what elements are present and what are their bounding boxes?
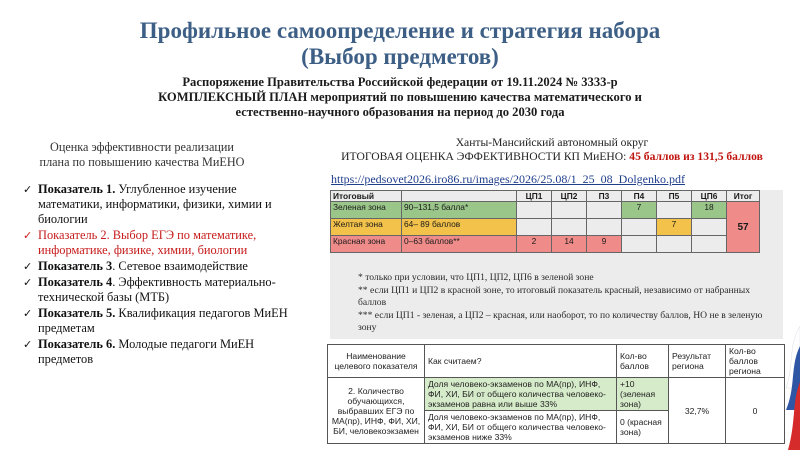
indicator-item xyxy=(22,306,294,336)
flag-ribbon-icon xyxy=(780,326,800,450)
zone-table xyxy=(330,190,760,253)
indicator-list xyxy=(22,182,294,368)
page-subtitle xyxy=(0,75,800,120)
zone-name: Желтая зона xyxy=(331,219,402,236)
header-cell: Как считаем? xyxy=(425,345,617,378)
indicator-text: Молодые педагоги МиЕН предметов xyxy=(38,337,255,366)
header-cell: Кол-во баллов xyxy=(617,345,669,378)
indicator-text: . Сетевое взаимодействие xyxy=(112,259,248,273)
note: * только при условии, что ЦП1, ЦП2, ЦП6 в зеленой зоне xyxy=(358,272,594,283)
checkmark-icon: ✓ xyxy=(23,260,33,273)
header-cell: Результат региона xyxy=(669,345,726,378)
header-cell: Наименование целевого показателя xyxy=(328,345,425,378)
table-row xyxy=(331,236,760,253)
header-cell: П5 xyxy=(657,191,692,202)
header-cell: ЦП1 xyxy=(517,191,552,202)
score-cell xyxy=(657,202,692,219)
indicator-item xyxy=(22,182,294,227)
header-cell: Кол-во баллов региона xyxy=(726,345,785,378)
final-score-label: ИТОГОВАЯ ОЦЕНКА ЭФФЕКТИВНОСТИ КП МиЕНО: xyxy=(341,150,627,163)
region-points: 0 xyxy=(726,378,785,444)
checkmark-icon: ✓ xyxy=(23,307,33,320)
checkmark-icon: ✓ xyxy=(23,183,33,196)
indicator-calc-table xyxy=(327,344,785,444)
points-cell: +10 (зеленая зона) xyxy=(617,378,669,411)
table-header-row xyxy=(328,345,785,378)
points-cell: 0 (красная зона) xyxy=(617,411,669,444)
note: *** если ЦП1 - зеленая, а ЦП2 – красная, или наоборот, то по количеству баллов, НО не в зеленую зону xyxy=(358,309,763,334)
method-cell: Доля человеко-экзаменов по МА(пр), ИНФ, ФИ, ХИ, БИ от общего количества человеко-экзаменов ниже 33% xyxy=(425,411,617,444)
method-cell: Доля человеко-экзаменов по МА(пр), ИНФ, ФИ, ХИ, БИ от общего количества человеко-экзаменов равна или выше 33% xyxy=(425,378,617,411)
region-result: 32,7% xyxy=(669,378,726,444)
score-cell xyxy=(517,202,552,219)
score-cell: 7 xyxy=(622,202,657,219)
left-caption-line-2: плана по повышению качества МиЕНО xyxy=(39,155,245,169)
indicator-item xyxy=(22,228,294,258)
table-notes xyxy=(358,272,778,335)
score-cell xyxy=(657,236,692,253)
right-caption xyxy=(312,136,792,164)
header-cell xyxy=(402,191,517,202)
indicator-title: Показатель 1. xyxy=(38,182,116,196)
left-caption xyxy=(22,140,262,170)
indicator-text: Показатель 2. Выбор ЕГЭ по математике, информатике, физике, химии, биологии xyxy=(38,228,257,257)
score-cell xyxy=(622,219,657,236)
score-cell xyxy=(622,236,657,253)
final-score-value: 45 баллов из 131,5 баллов xyxy=(629,150,763,163)
checkmark-icon: ✓ xyxy=(23,276,33,289)
header-cell: Итоговый xyxy=(331,191,402,202)
score-cell: 14 xyxy=(552,236,587,253)
checkmark-icon: ✓ xyxy=(23,229,33,242)
checkmark-icon: ✓ xyxy=(23,338,33,351)
indicator-item xyxy=(22,259,294,274)
scanned-score-table xyxy=(330,190,783,339)
zone-name: Зеленая зона xyxy=(331,202,402,219)
table-row xyxy=(331,202,760,219)
score-cell xyxy=(587,219,622,236)
score-cell: 2 xyxy=(517,236,552,253)
score-cell xyxy=(552,202,587,219)
total-cell: 57 xyxy=(727,202,760,253)
score-cell xyxy=(692,219,727,236)
title-line-1: Профильное самоопределение и стратегия набора xyxy=(139,18,661,43)
header-cell: П3 xyxy=(587,191,622,202)
left-caption-line-1: Оценка эффективности реализации xyxy=(50,140,234,154)
subtitle-line-1: Распоряжение Правительства Российской федерации от 19.11.2024 № 3333-р xyxy=(182,75,618,89)
header-cell: Итог xyxy=(727,191,760,202)
zone-range: 90–131,5 балла* xyxy=(402,202,517,219)
note: ** если ЦП1 и ЦП2 в красной зоне, то итоговый показатель красный, независимо от набранных баллов xyxy=(358,284,751,309)
score-cell xyxy=(517,219,552,236)
score-cell xyxy=(552,219,587,236)
indicator-title: Показатель 6. xyxy=(38,337,116,351)
subtitle-line-3: естественно-научного образования на период до 2030 года xyxy=(235,105,565,119)
table-row xyxy=(331,219,760,236)
zone-range: 0–63 баллов** xyxy=(402,236,517,253)
indicator-title: Показатель 4 xyxy=(38,275,113,289)
indicator-item xyxy=(22,337,294,367)
score-cell: 18 xyxy=(692,202,727,219)
table-row xyxy=(328,378,785,411)
score-cell xyxy=(692,236,727,253)
header-cell: П4 xyxy=(622,191,657,202)
report-link[interactable]: https://pedsovet2026.iro86.ru/images/2026/25.08/1_25_08_Dolgenko.pdf xyxy=(331,172,685,186)
score-cell: 7 xyxy=(657,219,692,236)
score-cell xyxy=(587,202,622,219)
indicator-name: 2. Количество обучающихся, выбравших ЕГЭ по МА(пр), ИНФ, ФИ, ХИ, БИ, человекоэкзамен xyxy=(328,378,425,444)
zone-name: Красная зона xyxy=(331,236,402,253)
region-name: Ханты-Мансийский автономный округ xyxy=(455,136,649,149)
indicator-text: Углубленное изучение математики, информатики, физики, химии и биологии xyxy=(38,182,272,226)
indicator-text: Квалификация педагогов МиЕН предметам xyxy=(38,306,288,335)
header-cell: ЦП2 xyxy=(552,191,587,202)
zone-table-header xyxy=(331,191,760,202)
page-title xyxy=(0,18,800,70)
indicator-title: Показатель 3 xyxy=(38,259,113,273)
indicator-item xyxy=(22,275,294,305)
indicator-text: . Эффективность материально-технической базы (МТБ) xyxy=(38,275,276,304)
score-cell: 9 xyxy=(587,236,622,253)
subtitle-line-2: КОМПЛЕКСНЫЙ ПЛАН мероприятий по повышению качества математического и xyxy=(158,90,642,104)
final-score-line xyxy=(312,150,792,164)
zone-range: 64– 89 баллов xyxy=(402,219,517,236)
title-line-2: (Выбор предметов) xyxy=(301,44,499,69)
indicator-title: Показатель 5. xyxy=(38,306,116,320)
header-cell: ЦП6 xyxy=(692,191,727,202)
